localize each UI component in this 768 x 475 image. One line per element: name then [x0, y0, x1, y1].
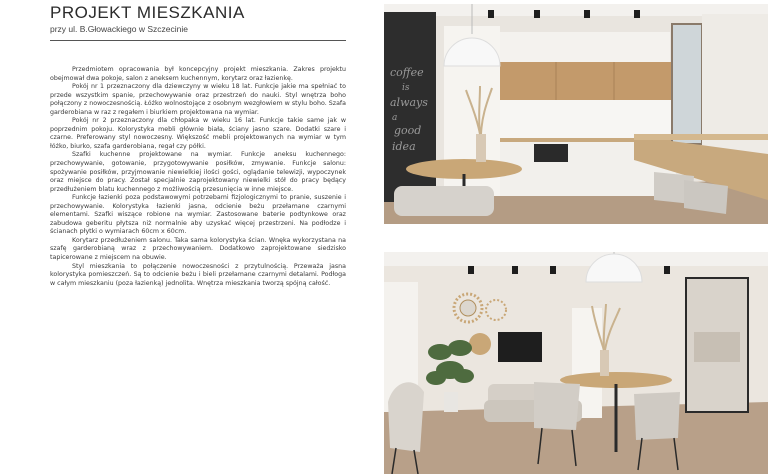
- paragraph-room-1: Pokój nr 1 przeznaczony dla dziewczyny w wieku 18 lat. Funkcje jakie ma spełniać to przede wszystkim spanie, przechowywanie oraz przestrzeń do nauki. Styl wnętrza boho połączony z nowoczesnością. Łóżko wolnostojące z osobnym wezgłowiem w stylu boho. Szafa garderobiana w raz z regałem i biurkiem projektowana na wymiar.: [50, 83, 346, 116]
- page-title: PROJEKT MIESZKANIA: [50, 3, 245, 22]
- kitchen-render-image: [384, 4, 768, 224]
- chalkboard-word: always: [390, 96, 428, 109]
- paragraph-corridor: Korytarz przedłużeniem salonu. Taka sama kolorystyka ścian. Wnęka wykorzystana na szafę garderobianą wraz z przechowywaniem. Dodatkowo zaprojektowane siedzisko tapicerowane z miejscem na obuwie.: [50, 236, 346, 262]
- chalkboard-word: idea: [392, 140, 416, 153]
- chalkboard-word: is: [402, 83, 410, 93]
- page-subtitle: przy ul. B.Głowackiego w Szczecinie: [50, 24, 188, 34]
- description-text: [50, 66, 346, 288]
- paragraph-bathroom: Funkcje łazienki poza podstawowymi potrzebami fizjologicznymi to pranie, suszenie i przechowywanie. Kolorystyka łazienki jasna, odcienie beżu przełamane czarnymi elementami. Szafki wiszące robione na wymiar. Zastosowane baterie podtynkowe oraz zabudowa geberitu płytsza niż normalnie aby uzyskać więcej przestrzeni. Na podłodze i ścianach płytki o wymiarach 60cm x 60cm.: [50, 194, 346, 236]
- title-divider: [50, 40, 346, 41]
- paragraph-intro: Przedmiotem opracowania był koncepcyjny projekt mieszkania. Zakres projektu obejmował dwa pokoje, salon z aneksem kuchennym, korytarz oraz łazienkę.: [50, 66, 346, 82]
- tv-icon: [498, 332, 542, 362]
- chalkboard-word: coffee: [390, 66, 424, 79]
- paragraph-style: Styl mieszkania to połączenie nowoczesności z przytulnością. Przeważa jasna kolorystyka pomieszczeń. Są to odcienie beżu i bieli przełamane czarnymi detalami. Podłoga w całym mieszkaniu (poza łazienką) jednolita. Wnętrza mieszkania tworzą spójną całość.: [50, 262, 346, 287]
- paragraph-kitchen-salon: Szafki kuchenne projektowane na wymiar. Funkcje aneksu kuchennego: przechowywanie, gotowanie, przygotowywanie posiłków, zmywanie. Funkcje salonu: spożywanie posiłków, przyjmowanie niewielkiej ilości gości, oglądanie telewizji, wypoczynek oraz miejsce do pracy. Został specjalnie zaprojektowany niewielki stół do pracy będący przedłużeniem blatu kuchennego z możliwością przesunięcia w inne miejsce.: [50, 151, 346, 193]
- chalkboard-word: a: [392, 113, 398, 123]
- paragraph-room-2: Pokój nr 2 przeznaczony dla chłopaka w wieku 16 lat. Funkcje takie same jak w poprzednim pokoju. Kolorystyka mebli głównie biała, ściany jasno szare. Dodatki szare i czarne. Preferowany styl nowoczesny. Większość mebli projektowanych na wymiar w tym łóżko, biurko, szafa garderobiana, regał czy półki.: [50, 117, 346, 150]
- living-room-render-image: [384, 252, 768, 474]
- chalkboard-word: good: [394, 124, 422, 137]
